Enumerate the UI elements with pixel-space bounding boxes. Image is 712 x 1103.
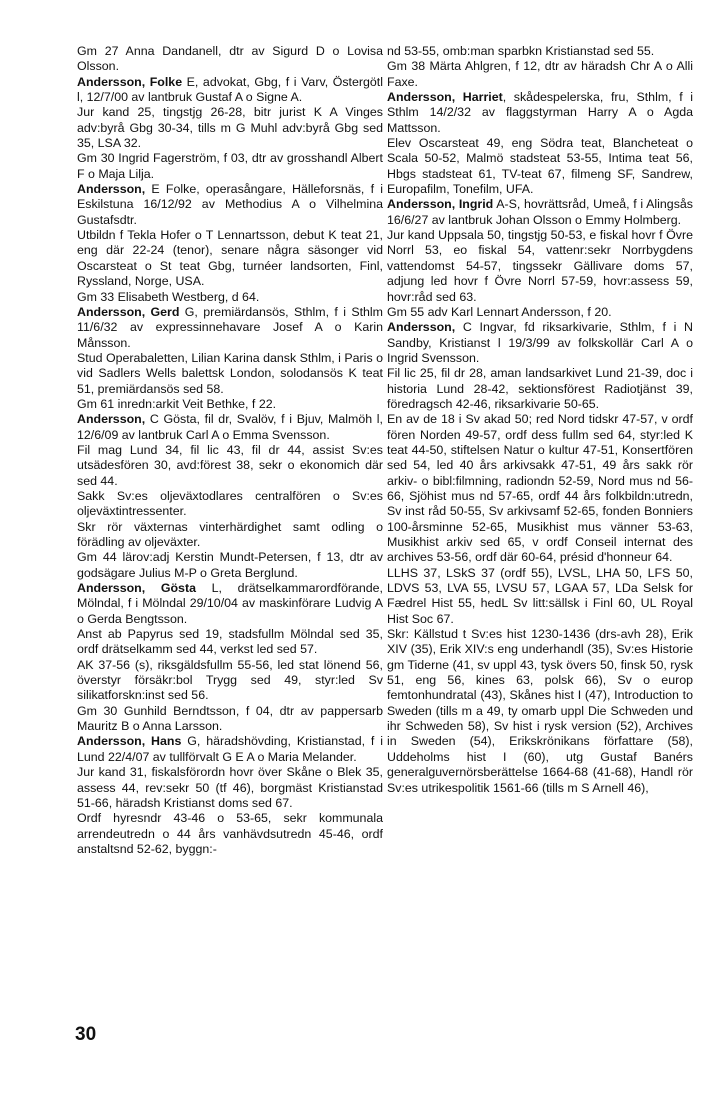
entry-text: Gm 55 adv Karl Lennart Andersson, f 20. — [387, 304, 612, 319]
entry-text: C Gösta, fil dr, Svalöv, f i Bjuv, Malmöh l, 12/6/09 av lantbruk Carl A o Emma Svensson. — [77, 412, 383, 442]
entry-paragraph — [77, 811, 383, 857]
entry-text: Stud Operabaletten, Lilian Karina dansk Sthlm, i Paris o vid Sadlers Wells balettsk London, solodansös K teat 51, premiärdansös sed 58. — [77, 350, 383, 396]
entry-name: Andersson, — [387, 320, 456, 335]
entry-text: nd 53-55, omb:man sparbkn Kristianstad sed 55. — [387, 44, 655, 58]
left-column — [77, 44, 383, 857]
entry-paragraph — [77, 550, 383, 581]
entry-paragraph — [387, 412, 693, 565]
entry-paragraph — [387, 228, 693, 305]
entry-paragraph — [77, 704, 383, 735]
page-number: 30 — [75, 1024, 97, 1045]
entry-heading-paragraph — [77, 75, 383, 106]
entry-text: Utbildn f Tekla Hofer o T Lennartsson, debut K teat 21, eng där 22-24 (tenor), senare några säsonger vid Oscarsteat o St teat Gbg, turnéer landsorten, Finl, Ryssland, Norge, USA. — [77, 228, 383, 289]
entry-text: Gm 33 Elisabeth Westberg, d 64. — [77, 289, 260, 304]
entry-name: Andersson, Hans — [77, 734, 182, 749]
entry-name: Andersson, — [77, 412, 146, 427]
entry-name: Andersson, Harriet — [387, 90, 503, 105]
entry-text: Jur kand Uppsala 50, tingstjg 50-53, e fiskal hovr f Övre Norrl 53, eo fiskal 54, vattenr:sekr Norrbygdens vattendomst 54-57, tingssekr Gällivare doms 57, adjung led hovr f Övre Norrl 57-59, hovr:assess 59, hovr:råd sed 63. — [387, 228, 693, 304]
entry-text: Gm 27 Anna Dandanell, dtr av Sigurd D o Lovisa Olsson. — [77, 44, 383, 74]
entry-text: Sakk Sv:es oljeväxtodlares centralfören o Sv:es oljeväxtintressenter. — [77, 488, 383, 519]
entry-paragraph — [77, 105, 383, 151]
entry-paragraph — [77, 44, 383, 75]
right-column — [387, 44, 693, 796]
entry-text: Elev Oscarsteat 49, eng Södra teat, Blancheteat o Scala 50-52, Malmö stadsteat 53-55, Intima teat 56, Hbgs stadsteat 61, TV-teat 67, filmeng SF, Sandrew, Europafilm, Tonefilm, UFA. — [387, 136, 693, 197]
entry-paragraph — [77, 351, 383, 397]
entry-text: Jur kand 25, tingstjg 26-28, bitr jurist K A Vinges adv:byrå Gbg 30-34, tills m G Muhl adv:byrå Gbg sed 35, LSA 32. — [77, 105, 383, 151]
entry-heading-paragraph — [387, 197, 693, 228]
entry-text: Gm 61 inredn:arkit Veit Bethke, f 22. — [77, 396, 277, 411]
entry-text: G, premiärdansös, Sthlm, f i Sthlm 11/6/32 av expressinnehavare Josef A o Karin Månsson. — [77, 304, 383, 350]
entry-paragraph — [77, 520, 383, 551]
entry-text: , skådespelerska, fru, Sthlm, f i Sthlm 14/2/32 av flaggstyrman Harry A o Agda Mattsson. — [387, 90, 694, 135]
entry-text: Fil mag Lund 34, fil lic 43, fil dr 44, assist Sv:es utsädesfören 30, avd:förest 38, sekr o ekonomich där sed 44. — [77, 442, 383, 488]
entry-paragraph — [77, 290, 383, 305]
entry-paragraph — [387, 136, 693, 197]
entry-paragraph — [77, 228, 383, 289]
entry-heading-paragraph — [77, 305, 383, 351]
entry-paragraph — [387, 366, 693, 412]
entry-heading-paragraph — [77, 182, 383, 228]
entry-paragraph — [77, 658, 383, 704]
entry-name: Andersson, Ingrid — [387, 197, 494, 212]
entry-paragraph — [77, 151, 383, 182]
entry-paragraph — [387, 627, 693, 796]
entry-name: Andersson, Gösta — [77, 581, 196, 596]
entry-text: Ordf hyresndr 43-46 o 53-65, sekr kommunala arrendeutredn o 44 års vanhävdsutredn 45-46, ordf anstaltsnd 52-62, byggn:- — [77, 811, 383, 856]
entry-text: AK 37-56 (s), riksgäldsfullm 55-56, led stat lönend 56, överstyr försäkr:bol Trygg sed 49, styr:led Sv silikatforskn:inst sed 56. — [77, 657, 383, 703]
entry-text: Gm 30 Gunhild Berndtsson, f 04, dtr av pappersarb Mauritz B o Anna Larsson. — [77, 703, 383, 734]
entry-heading-paragraph — [77, 412, 383, 443]
entry-text: L, drätselkammarordförande, Mölndal, f i Mölndal 29/10/04 av maskinförare Ludvig A o Gerda Bengtsson. — [77, 581, 383, 626]
entry-text: Gm 38 Märta Ahlgren, f 12, dtr av häradsh Chr A o Alli Faxe. — [387, 59, 693, 89]
entry-text: Skr: Källstud t Sv:es hist 1230-1436 (drs-avh 28), Erik XIV (35), Erik XIV:s eng underhandl (35), Sv:es Historie gm Tiderne (41, sv uppl 43, tysk övers 50, finsk 50, rysk 51, eng 56, kines 63, polsk 66), Sv o europ femtonhundratal (43), Skånes hist I (47), Introduction to Sweden (tills m a 49, ty omarb uppl Die Schweden und ihr Schweden 58), Sv hist i rysk version (52), Archives in Sweden (54), Erikskrönikans författare (58), Uddeholms hist I (60), utg Gustaf Banérs generalguvernörsberättelse 1664-68 (41-68), Handl rör Sv:es utrikespolitik 1561-66 (tills m S Arnell 46), — [387, 627, 693, 795]
entry-name: Andersson, Gerd — [77, 304, 180, 319]
entry-paragraph — [387, 59, 693, 90]
entry-paragraph — [387, 566, 693, 627]
entry-paragraph — [387, 44, 693, 59]
entry-text: Gm 30 Ingrid Fagerström, f 03, dtr av grosshandl Albert F o Maja Lilja. — [77, 151, 383, 181]
entry-heading-paragraph — [77, 734, 383, 765]
entry-text: Skr rör växternas vinterhärdighet samt odling o förädling av oljeväxter. — [77, 519, 383, 549]
entry-heading-paragraph — [77, 581, 383, 627]
entry-text: Jur kand 31, fiskalsförordn hovr över Skåne o Blek 35, assess 44, rev:sekr 50 (tf 46), borgmäst Kristianstad 51-66, häradsh Kristianst doms sed 67. — [77, 765, 383, 810]
entry-text: A-S, hovrättsråd, Umeå, f i Alingsås 16/6/27 av lantbruk Johan Olsson o Emmy Holmberg. — [387, 197, 693, 227]
entry-text: G, häradshövding, Kristianstad, f i Lund 22/4/07 av tullförvalt G E A o Maria Melander. — [77, 734, 383, 764]
entry-paragraph — [77, 443, 383, 489]
entry-paragraph — [77, 489, 383, 520]
entry-heading-paragraph — [387, 320, 693, 366]
entry-paragraph — [387, 305, 693, 320]
entry-text: E, advokat, Gbg, f i Varv, Östergötl l, 12/7/00 av lantbruk Gustaf A o Signe A. — [77, 74, 383, 105]
entry-text: E Folke, operasångare, Hälleforsnäs, f i Eskilstuna 16/12/92 av Methodius A o Vilhelmina Gustafsdtr. — [77, 182, 383, 227]
entry-text: Anst ab Papyrus sed 19, stadsfullm Mölndal sed 35, ordf drätselkamm sed 44, verkst led sed 57. — [77, 627, 383, 657]
entry-paragraph — [77, 765, 383, 811]
entry-heading-paragraph — [387, 90, 693, 136]
entry-text: C Ingvar, fd riksarkivarie, Sthlm, f i N Sandby, Kristianst l 19/3/99 av folkskollär Carl A o Ingrid Svensson. — [387, 320, 693, 365]
entry-paragraph — [77, 397, 383, 412]
entry-text: Gm 44 lärov:adj Kerstin Mundt-Petersen, f 13, dtr av godsägare Julius M-P o Greta Berglund. — [77, 550, 383, 580]
entry-paragraph — [77, 627, 383, 658]
entry-text: En av de 18 i Sv akad 50; red Nord tidskr 47-57, v ordf fören Norden 49-57, ordf dess fullm sed 64, styr:led K teat 44-50, stiftelsen Natur o kultur 47-51, Konsertfören sed 54, led 40 års arkivsakk 47-51, 49 års sakk rör arkiv- o bibl:filmning, radiondn 52-59, Nord mus nd 56-66, Sjöhist mus nd 57-65, ordf 44 års folkbildn:utredn, Sv inst råd 50-55, Sv arkivsamf 52-65, fonden Bonniers 100-årsminne 52-65, Musikhist mus vänner 53-63, Musikhist arkiv sed 65, v ordf Conseil internat des archives 53-56, ordf där 60-64, présid d'honneur 64. — [387, 412, 693, 565]
entry-text: Fil lic 25, fil dr 28, aman landsarkivet Lund 21-39, doc i historia Lund 28-42, sektionsförest Radiotjänst 39, föredragsch 42-46, riksarkivarie 50-65. — [387, 366, 693, 411]
entry-text: LLHS 37, LSkS 37 (ordf 55), LVSL, LHA 50, LFS 50, LDVS 53, LVA 55, LVSU 57, LGAA 57, LDa Selsk for Fædrel Hist 55, hedL Sv litt:sällsk i Finl 60, UL Royal Hist Soc 67. — [387, 565, 693, 626]
entry-name: Andersson, — [77, 182, 146, 197]
entry-name: Andersson, Folke — [77, 74, 183, 89]
